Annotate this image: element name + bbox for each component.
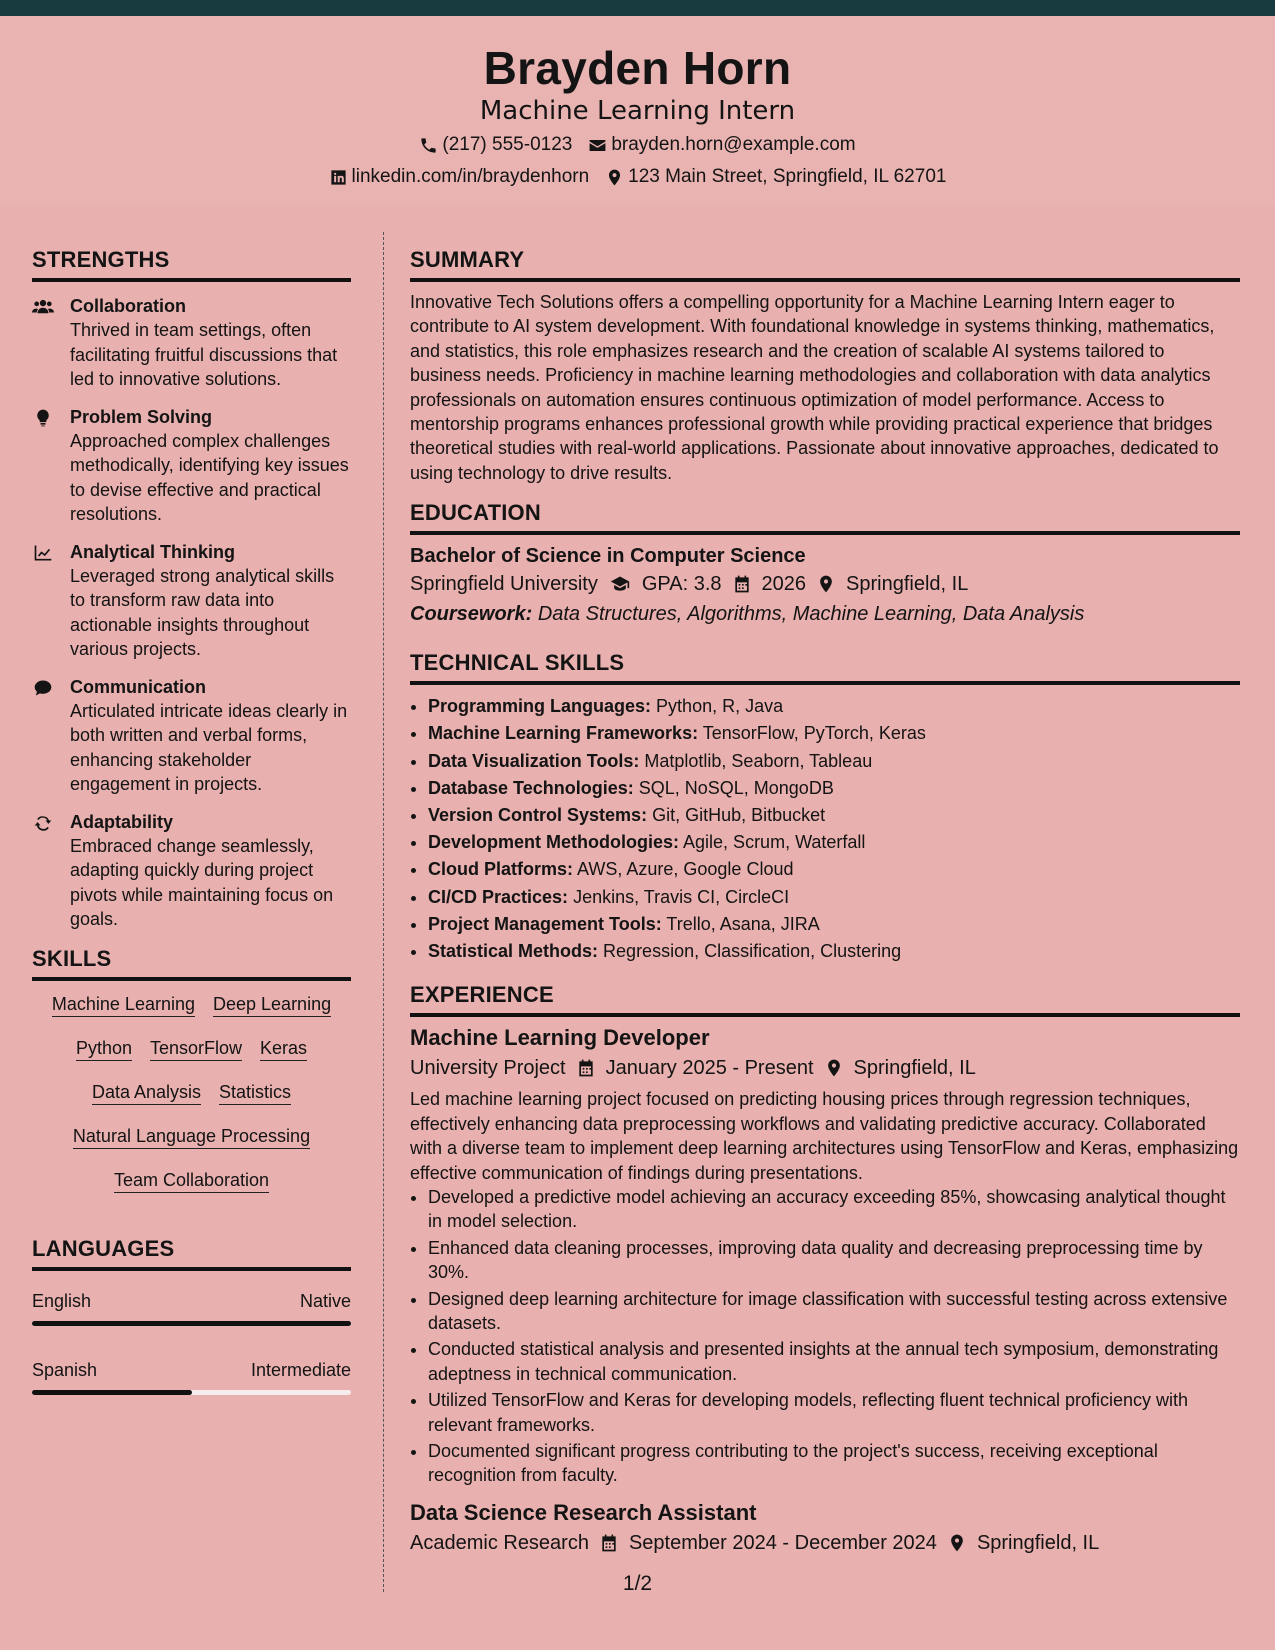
job-entry: [410, 1023, 1240, 1488]
page-number: 1/2: [622, 1572, 653, 1595]
technical-skills-title: TECHNICAL SKILLS: [410, 649, 1240, 685]
contact-linkedin[interactable]: [329, 165, 590, 189]
sync-icon: [32, 813, 54, 833]
strength-desc: Articulated intricate ideas clearly in both written and verbal forms, enhancing stakeholder engagement in projects.: [70, 700, 348, 794]
job-location: Springfield, IL: [853, 1057, 976, 1080]
map-marker-icon: [947, 1533, 967, 1553]
language-bar-fill: [32, 1321, 351, 1326]
languages-title: LANGUAGES: [32, 1235, 351, 1271]
job-bullets: [410, 1185, 1240, 1488]
phone-icon: [419, 136, 438, 155]
chart-line-icon: [32, 543, 54, 563]
technical-skills-list: [410, 693, 1240, 965]
map-marker-icon: [605, 168, 624, 187]
experience-title: EXPERIENCE: [410, 981, 1240, 1017]
language-bar: [32, 1321, 351, 1326]
list-item: • Designed deep learning architecture for image classification with successful testing across extensive datasets.: [428, 1287, 1240, 1336]
skill-tags: [32, 993, 351, 1193]
contact-phone[interactable]: [419, 133, 572, 157]
contact-address: [605, 165, 946, 189]
list-item: • Cloud Platforms: AWS, Azure, Google Cloud: [428, 856, 1240, 883]
list-item: • Developed a predictive model achieving an accuracy exceeding 85%, showcasing analytical thought in model selection.: [428, 1185, 1240, 1234]
candidate-name: Brayden Horn: [483, 42, 792, 94]
linkedin-text: linkedin.com/in/braydenhorn: [351, 166, 590, 187]
candidate-title: Machine Learning Intern: [479, 96, 796, 126]
right-column: [410, 246, 1240, 1558]
strength-desc: Embraced change seamlessly, adapting quickly during project pivots while maintaining focus on goals.: [70, 835, 334, 929]
summary-text: Innovative Tech Solutions offers a compelling opportunity for a Machine Learning Intern eager to contribute to AI system development. With foundational knowledge in systems thinking, mathematics, and statistics, this role emphasizes research and the creation of scalable AI systems tailored to business needs. Proficiency in machine learning methodologies and collaboration with data analytics professionals on automation ensures continuous optimization of model performance. Access to mentorship programs enhances professional growth while providing practical experience that bridges theoretical studies with real-world applications. Passionate about innovative approaches, dedicated to using technology to drive results.: [410, 292, 1219, 483]
coursework-label: Coursework:: [410, 603, 533, 626]
contact-email[interactable]: [588, 133, 855, 157]
top-color-bar: [0, 0, 1275, 16]
skill-tag: Python: [76, 1037, 132, 1061]
strength-title: Problem Solving: [70, 406, 213, 427]
contact-row-1: [0, 133, 1275, 157]
calendar-icon: [576, 1058, 596, 1078]
list-item: • Database Technologies: SQL, NoSQL, MongoDB: [428, 775, 1240, 802]
language-item: [32, 1358, 351, 1395]
skills-title: SKILLS: [32, 945, 351, 981]
list-item: • Programming Languages: Python, R, Java: [428, 693, 1240, 720]
job-dates: September 2024 - December 2024: [628, 1531, 937, 1554]
skill-tag: Data Analysis: [92, 1081, 201, 1105]
education-title: EDUCATION: [410, 499, 1240, 535]
strength-title: Communication: [70, 676, 207, 697]
strength-item: [32, 294, 351, 392]
job-meta: [410, 1053, 1240, 1083]
strength-title: Collaboration: [70, 296, 186, 316]
calendar-icon: [732, 574, 752, 594]
list-item: • Data Visualization Tools: Matplotlib, Seaborn, Tableau: [428, 748, 1240, 775]
email-text: brayden.horn@example.com: [611, 134, 856, 155]
strength-item: [32, 675, 351, 797]
language-bar: [32, 1390, 351, 1395]
list-item: • CI/CD Practices: Jenkins, Travis CI, CircleCI: [428, 884, 1240, 911]
language-bar-fill: [32, 1390, 192, 1395]
skill-tag: TensorFlow: [150, 1037, 242, 1061]
job-title: Machine Learning Developer: [410, 1025, 710, 1051]
column-divider: [383, 232, 384, 1592]
job-org: University Project: [410, 1057, 566, 1080]
education-school: Springfield University: [410, 573, 598, 596]
phone-text: (217) 555-0123: [442, 134, 573, 155]
calendar-icon: [599, 1533, 619, 1553]
language-name: English: [32, 1290, 92, 1311]
list-item: • Enhanced data cleaning processes, improving data quality and decreasing preprocessing time by 30%.: [428, 1236, 1240, 1285]
left-column: [32, 246, 351, 1395]
comment-icon: [32, 678, 54, 698]
strength-item: [32, 810, 351, 932]
education-degree: Bachelor of Science in Computer Science: [410, 545, 806, 568]
job-meta: [410, 1528, 1240, 1558]
graduation-cap-icon: [608, 574, 632, 594]
job-org: Academic Research: [410, 1531, 589, 1554]
list-item: • Documented significant progress contributing to the project's success, receiving exceptional recognition from faculty.: [428, 1439, 1240, 1488]
resume-header: [0, 16, 1275, 204]
map-marker-icon: [816, 574, 836, 594]
strength-desc: Thrived in team settings, often facilitating fruitful discussions that led to innovative solutions.: [70, 320, 338, 389]
education-year: 2026: [761, 573, 807, 596]
list-item: • Development Methodologies: Agile, Scrum, Waterfall: [428, 829, 1240, 856]
strength-desc: Leveraged strong analytical skills to transform raw data into actionable insights throughout various projects.: [70, 565, 335, 659]
strength-title: Adaptability: [70, 811, 174, 832]
summary-title: SUMMARY: [410, 246, 1240, 282]
contact-row-2: [0, 165, 1275, 189]
job-title: Data Science Research Assistant: [410, 1499, 757, 1525]
language-item: [32, 1289, 351, 1326]
skill-tag: Natural Language Processing: [73, 1125, 310, 1149]
skill-tag: Deep Learning: [213, 993, 331, 1017]
education-meta: [410, 569, 1240, 599]
job-entry: [410, 1498, 1240, 1558]
users-icon: [32, 297, 54, 317]
map-marker-icon: [824, 1058, 844, 1078]
list-item: • Statistical Methods: Regression, Classification, Clustering: [428, 938, 1240, 965]
education-coursework: [410, 599, 1240, 629]
language-level: Intermediate: [250, 1359, 351, 1380]
strength-item: [32, 540, 351, 662]
address-text: 123 Main Street, Springfield, IL 62701: [628, 166, 947, 187]
skill-tag: Team Collaboration: [114, 1169, 269, 1193]
list-item: • Machine Learning Frameworks: TensorFlow, PyTorch, Keras: [428, 720, 1240, 747]
strengths-list: [32, 294, 351, 932]
linkedin-icon: [329, 168, 348, 187]
coursework-text: Data Structures, Algorithms, Machine Learning, Data Analysis: [537, 603, 1085, 626]
strength-title: Analytical Thinking: [70, 541, 236, 562]
job-dates: January 2025 - Present: [605, 1057, 814, 1080]
list-item: • Conducted statistical analysis and presented insights at the annual tech symposium, demonstrating adeptness in technical communication.: [428, 1337, 1240, 1386]
skill-tag: Statistics: [219, 1081, 291, 1105]
education-location: Springfield, IL: [846, 573, 969, 596]
skill-tag: Keras: [260, 1037, 307, 1061]
envelope-icon: [588, 136, 607, 155]
list-item: • Utilized TensorFlow and Keras for developing models, reflecting fluent technical proficiency with relevant frameworks.: [428, 1388, 1240, 1437]
education-gpa: GPA: 3.8: [641, 573, 722, 596]
language-level: Native: [299, 1290, 351, 1311]
job-description: Led machine learning project focused on predicting housing prices through regression techniques, effectively enhancing data preprocessing workflows and validating predictive accuracy. Collaborated with a diverse team to implement deep learning architectures using TensorFlow and Keras, emphasizing effective communication of findings during presentations.: [410, 1089, 1239, 1183]
strength-item: [32, 405, 351, 527]
language-name: Spanish: [32, 1359, 98, 1380]
list-item: • Project Management Tools: Trello, Asana, JIRA: [428, 911, 1240, 938]
lightbulb-icon: [32, 408, 54, 428]
strength-desc: Approached complex challenges methodically, identifying key issues to devise effective and practical resolutions.: [70, 430, 349, 524]
strengths-title: STRENGTHS: [32, 246, 351, 282]
list-item: • Version Control Systems: Git, GitHub, Bitbucket: [428, 802, 1240, 829]
job-location: Springfield, IL: [976, 1531, 1100, 1554]
skill-tag: Machine Learning: [52, 993, 195, 1017]
